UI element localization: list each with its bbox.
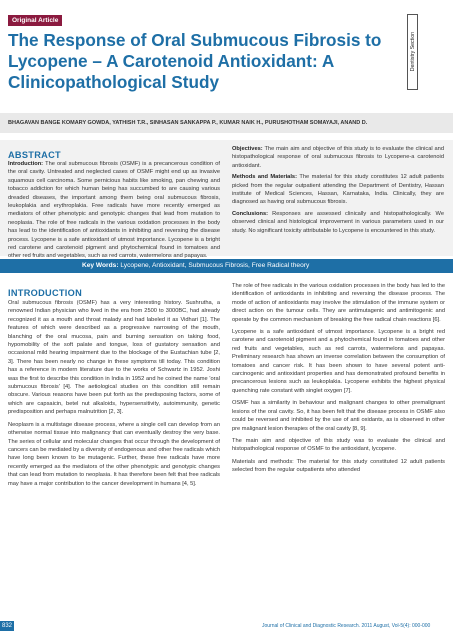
abstract-column-right [232, 145, 444, 238]
keywords [82, 262, 309, 269]
paragraph: OSMF has a similarity in behaviour and malignant changes to other premalignant lesions of the oral cavity. So, it has been felt that the disease process in OSMF also could be reversed and inhibited by the use of anti oxidants, as is observed in other pre malignant lesion therapies of the oral cavity [8, 9]. [232, 400, 445, 432]
keywords-label: Key Words: [82, 262, 119, 269]
introduction-heading: INTRODUCTION [8, 288, 83, 298]
abstract-objectives-text: The main aim and objective of this study is to evaluate the clinical and histopathological response of oral submucous fibrosis to Lycopene-a carotenoid antioxidant. [232, 146, 445, 169]
abstract-introduction-text: The oral submucous fibrosis (OSMF) is a precancerous condition of the oral cavity. Untreated and neglected cases of OSMF might end up as invasive squamous cell carcinoma. Some pernicious habits like smoking, pan chewing and tobacco addiction for which human being has succumbed to are causing various dreaded diseases, the important among them being oral submucous fibrosis, leukoplakia and erythroplakia. Free radicals have more recently emerged as mediators of other phenotypic and genotypic changes that lead from mutation to neoplasia. The role of free radicals in the various oxidation processes in the body has lead to the identification of antioxidants in inhibiting and reversing the disease process. Lycopene is a safe antioxidant of utmost importance. Lycopene is a bright red carotene and carotenoid pigment and phytochemical found in tomatoes and other red fruits and vegetables, such as red carrots, watermelons and papayas. [8, 161, 220, 260]
section-tab-label: Dentistry Section [409, 32, 416, 72]
abstract-column-left [8, 160, 220, 264]
abstract-objectives-label: Objectives: [232, 146, 263, 152]
abstract-conclusions-label: Conclusions: [232, 210, 269, 217]
abstract-objectives [232, 145, 444, 170]
paragraph: Lycopene is a safe antioxidant of utmost importance. Lycopene is a bright red carotene and carotenoid pigment and a phytochemical found in tomatoes and other red fruits and vegetables, such as red carrots, watermelons and papayas. Preliminary research has shown an inverse correlation between the consumption of tomatoes and cancer risk. It has been shown to have several potent anti-carcinogenic and antioxidant properties and has demonstrated profound benefits in precancerous lesions such as leukoplakia. Lycopene exhibits the highest physical quenching rate constant with singlet oxygen [7]. [232, 329, 445, 394]
paragraph: The main aim and objective of this study was to evaluate the clinical and histopathological response of OSMF to the antioxidant, lycopene. [232, 437, 445, 453]
keywords-text: Lycopene, Antioxidant, Submucous Fibrosis, Free Radical theory [120, 262, 310, 269]
abstract-conclusions-text: Responses are assessed clinically and histopathologically. We observed clinical and histological improvement in various parameters used in our study. No significant toxicity attributable to Lycopene is encountered in this study. [232, 210, 444, 234]
body-column-left [8, 299, 220, 492]
paragraph: Materials and methods: The material for this study constituted 12 adult patients selected from the regular outpatients who attended [232, 458, 445, 474]
paragraph: Oral submucous fibrosis (OSMF) has a very interesting history. Sushrutha, a renowned Indian physician who lived in the era from 2500 to 3000BC, had already recognized it as a mouth and throat malady and had labeled it as Vidhari [1]. The features of which were described as a progressive narrowing of the mouth, blanching of the oral mucosa, pain and burning sensation on taking food, hypomobility of the soft palate and tongue, loss of gustatory sensation and occasional mild hearing impairment due to the blockage of the Eustachian tube [2, 3]. There has been nearly no change in these symptoms till today. This condition has a reference in modern literature due to the works of Schwartz in 1952. Joshi was the first to describe this condition in India in 1952 and he coined the name 'oral submucous fibrosis' [4]. The aetiological studies on this condition still remain obscure. Various reasons have been put forth as the predisposing factors, some of which are capsaicin, betel nut alkaloids, hypersensitivity, autoimmunity, genetic predisposition and perhaps malnutrition [2, 3]. [8, 300, 220, 416]
article-title: The Response of Oral Submucous Fibrosis to Lycopene – A Carotenoid Antioxidant: A Clinicopathological Study [8, 30, 382, 92]
abstract-methods-text: The material for this study constitutes 12 adult patients picked from the regular outpatient attending the Department of Dentistry, Hassan institute of Medical Sciences, Hassan, Karnataka, India. Clinically, they are diagnosed as having oral submucous fibrosis. [232, 174, 444, 206]
body-column-right [232, 282, 445, 479]
paragraph: Neoplasm is a multistage disease process, where a single cell can develop from an otherwise normal tissue into malignancy that can eventually destroy the very base. The series of cellular and molecular changes that occur through the development of cancers can be mediated by a diversity of endogenous and other free radicals which have long been known to be mutagenic. Further, these free radicals have more recently emerged as the mediators of the other phenotypic and genotypic changes that can lead from mutation to neoplasia. It has therefore been felt that free radicals may have a major contribution to the cancer development in humans [4, 5]. [8, 421, 220, 487]
abstract-methods-label: Methods and Materials: [232, 174, 297, 181]
abstract-introduction-label: Introduction: [8, 161, 44, 167]
abstract-heading: ABSTRACT [8, 150, 61, 160]
article-type-badge: Original Article [8, 15, 62, 26]
paragraph: The role of free radicals in the various oxidation processes in the body has led to the identification of antioxidants in inhibiting and reversing the disease process. The mode of action of antioxidants may involve the stimulation of the immune system or direct action on the tumour cells. They are antimutagenic and antimitogenic and operate by the common mechanism of breaking the free radical chain reactions [6]. [232, 283, 445, 323]
abstract-conclusions [232, 210, 444, 235]
abstract-introduction [8, 160, 220, 261]
abstract-methods [232, 173, 444, 207]
journal-footer: Journal of Clinical and Diagnostic Research. 2011 August, Vol-5(4): 000-000 [262, 623, 431, 629]
page-number: 832 [1, 623, 12, 629]
author-list: BHAGAVAN BANGE KOMARY GOWDA, YATHISH T.R., SINHASAN SANKAPPA P., KUMAR NAIK H., PURUSHOTHAM SOMAYAJI, ANAND D. [8, 120, 368, 126]
section-tab [407, 14, 418, 90]
